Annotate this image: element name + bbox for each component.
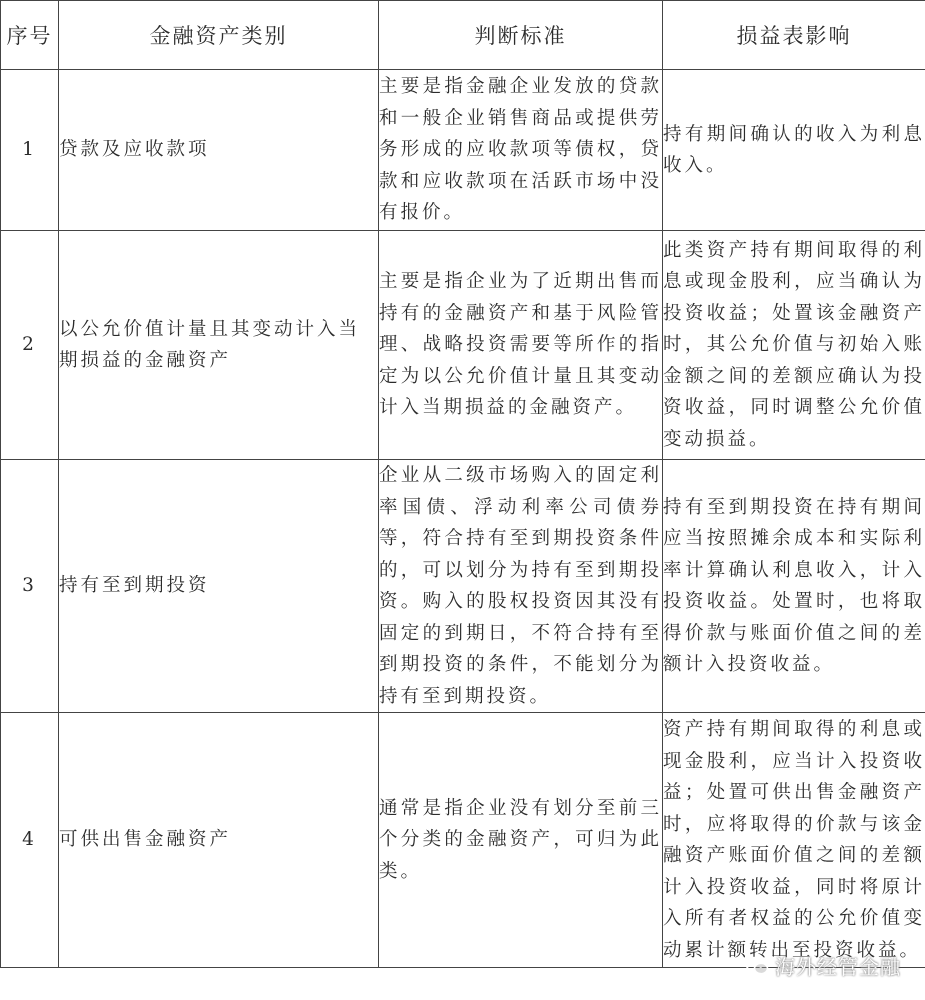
- row-criteria: 主要是指企业为了近期出售而持有的金融资产和基于风险管理、战略投资需要等所作的指定为以公允价值计量且其变动计入当期损益的金融资产。: [379, 231, 663, 460]
- row-criteria: 主要是指金融企业发放的贷款和一般企业销售商品或提供劳务形成的应收款项等债权，贷款和应收款项在活跃市场中没有报价。: [379, 70, 663, 231]
- table-row: [1, 70, 925, 231]
- row-number: 3: [1, 460, 59, 713]
- row-number: 2: [1, 231, 59, 460]
- row-category: 持有至到期投资: [59, 460, 379, 713]
- header-seq: 序号: [1, 1, 59, 70]
- watermark: [745, 951, 901, 980]
- table-header-row: [1, 1, 925, 70]
- row-pl-impact: 资产持有期间取得的利息或现金股利，应当计入投资收益；处置可供出售金融资产时，应将取得的价款与该金融资产账面价值之间的差额计入投资收益，同时将原计入所有者权益的公允价值变动累计额转出至投资收益。: [663, 713, 925, 968]
- row-category: 贷款及应收款项: [59, 70, 379, 231]
- row-criteria: 通常是指企业没有划分至前三个分类的金融资产，可归为此类。: [379, 713, 663, 968]
- row-pl-impact: 持有期间确认的收入为利息收入。: [663, 70, 925, 231]
- row-category: 以公允价值计量且其变动计入当期损益的金融资产: [59, 231, 379, 460]
- row-number: 1: [1, 70, 59, 231]
- row-category: 可供出售金融资产: [59, 713, 379, 968]
- row-pl-impact: 此类资产持有期间取得的利息或现金股利，应当确认为投资收益；处置该金融资产时，其公允价值与初始入账金额之间的差额应确认为投资收益，同时调整公允价值变动损益。: [663, 231, 925, 460]
- table-row: [1, 460, 925, 713]
- watermark-text: 海外经管金融: [775, 955, 901, 979]
- table-row: [1, 231, 925, 460]
- table-row: [1, 713, 925, 968]
- row-criteria: 企业从二级市场购入的固定利率国债、浮动利率公司债券等，符合持有至到期投资条件的，可以划分为持有至到期投资。购入的股权投资因其没有固定的到期日，不符合持有至到期投资的条件，不能划分为持有至到期投资。: [379, 460, 663, 713]
- header-category: 金融资产类别: [59, 1, 379, 70]
- row-number: 4: [1, 713, 59, 968]
- row-pl-impact: 持有至到期投资在持有期间应当按照摊余成本和实际利率计算确认利息收入，计入投资收益。处置时，也将取得价款与账面价值之间的差额计入投资收益。: [663, 460, 925, 713]
- header-pl-impact: 损益表影响: [663, 1, 925, 70]
- wechat-icon: [745, 956, 769, 976]
- header-criteria: 判断标准: [379, 1, 663, 70]
